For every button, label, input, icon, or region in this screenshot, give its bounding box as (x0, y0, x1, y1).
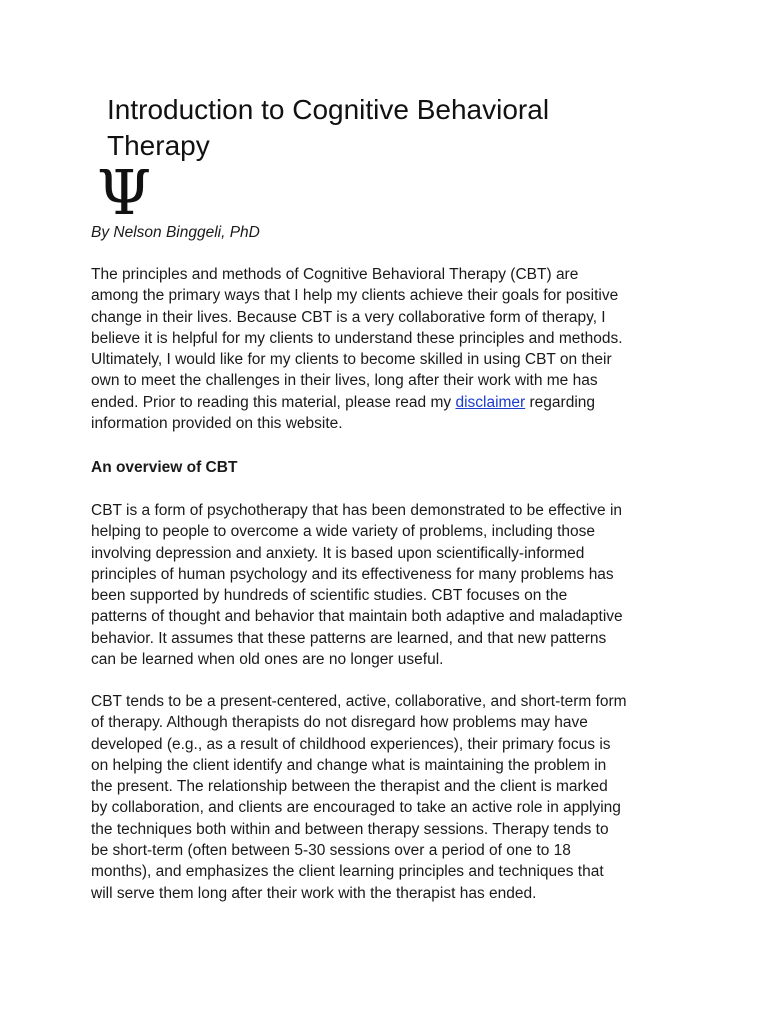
intro-paragraph (91, 264, 691, 434)
paragraph-line: on helping the client identify and change what is maintaining the problem in (91, 756, 607, 774)
disclaimer-link[interactable]: disclaimer (455, 393, 526, 411)
title-line-1: Introduction to Cognitive Behavioral (107, 94, 550, 125)
paragraph-line: change in their lives. Because CBT is a very collaborative form of therapy, I (91, 308, 606, 326)
line-text-before-link: ended. Prior to reading this material, please read my (91, 393, 456, 411)
psi-glyph: Ψ (96, 160, 152, 220)
paragraph-line: be short-term (often between 5-30 sessions over a period of one to 18 (91, 842, 571, 860)
line-text-after-link: regarding (525, 393, 596, 411)
paragraph-line: The principles and methods of Cognitive Behavioral Therapy (CBT) are (91, 266, 579, 283)
author-byline: By Nelson Binggeli, PhD (91, 224, 260, 241)
paragraph-line: by collaboration, and clients are encouraged to take an active role in applying (91, 799, 621, 817)
paragraph-line: own to meet the challenges in their lives, long after their work with me has (91, 372, 598, 390)
paragraph-line: will serve them long after their work with the therapist has ended. (91, 884, 537, 902)
paragraph-line: CBT is a form of psychotherapy that has been demonstrated to be effective in (91, 502, 623, 519)
paragraph-line: can be learned when old ones are no longer useful. (91, 651, 444, 669)
paragraph-line: principles of human psychology and its effectiveness for many problems has (91, 565, 614, 583)
paragraph-line: helping to people to overcome a wide variety of problems, including those (91, 523, 596, 541)
paragraph-line: patterns of thought and behavior that maintain both adaptive and maladaptive (91, 608, 623, 626)
section-heading-overview: An overview of CBT (91, 459, 238, 476)
paragraph-line: developed (e.g., as a result of childhood experiences), their primary focus is (91, 735, 611, 753)
paragraph-line: believe it is helpful for my clients to understand these principles and methods. (91, 329, 623, 347)
paragraph-line: behavior. It assumes that these patterns are learned, and that new patterns (91, 629, 607, 647)
paragraph-line: the present. The relationship between the therapist and the client is marked (91, 778, 608, 796)
page-title (107, 92, 667, 164)
psi-symbol-icon (92, 160, 156, 220)
paragraph-line: information provided on this website. (91, 415, 343, 433)
paragraph-line: months), and emphasizes the client learning principles and techniques that (91, 863, 604, 881)
paragraph-line: Ultimately, I would like for my clients to become skilled in using CBT on their (91, 351, 612, 369)
paragraph-line: among the primary ways that I help my clients achieve their goals for positive (91, 287, 619, 305)
paragraph-line: of therapy. Although therapists do not disregard how problems may have (91, 714, 588, 732)
paragraph-line: the techniques both within and between therapy sessions. Therapy tends to (91, 820, 609, 838)
paragraph-line-with-link (91, 392, 691, 413)
title-line-2: Therapy (107, 130, 210, 161)
overview-paragraph (91, 500, 691, 670)
paragraph-line: involving depression and anxiety. It is based upon scientifically-informed (91, 544, 585, 562)
paragraph-line: CBT tends to be a present-centered, active, collaborative, and short-term form (91, 693, 627, 710)
characteristics-paragraph (91, 691, 691, 904)
paragraph-line: been supported by hundreds of scientific studies. CBT focuses on the (91, 587, 568, 605)
